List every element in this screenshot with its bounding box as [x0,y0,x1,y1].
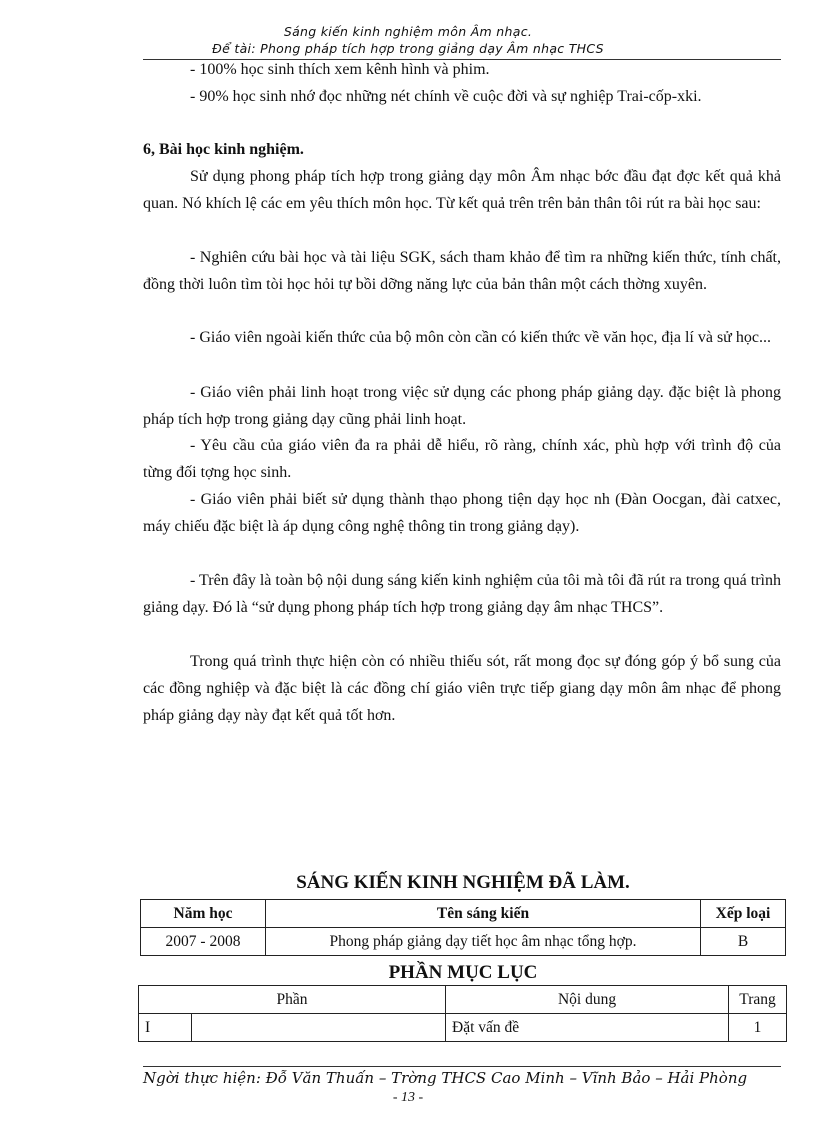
paragraph: - Nghiên cứu bài học và tài liệu SGK, sách tham khảo để tìm ra những kiến thức, tính chất, đồng thời luôn tìm tòi học hỏi tự bồi dỡng năng lực của bản thân một cách thờng xuyên. [143,249,781,293]
header-title: Sáng kiến kinh nghiệm môn Âm nhạc. [283,24,533,39]
paragraph: Trong quá trình thực hiện còn có nhiều thiếu sót, rất mong đọc sự đóng góp ý bổ sung của các đồng nghiệp và đặc biệt là các đồng chí giáo viên trực tiếp giang dạy môn âm nhạc để phong pháp giảng dạy này đạt kết quả tốt hơn. [143,653,781,724]
footer-rule [143,1066,781,1067]
col-header-xep-loai: Xếp loại [701,900,786,928]
col-header-trang: Trang [729,986,787,1014]
paragraph: - Giáo viên ngoài kiến thức của bộ môn còn cần có kiến thức về văn học, địa lí và sử học... [190,329,771,346]
cell-trang: 1 [729,1014,787,1042]
toc-table [138,985,787,1042]
cell-ten-sang-kien: Phong pháp giảng dạy tiết học âm nhạc tổng hợp. [266,928,701,956]
paragraph: - Giáo viên phải linh hoạt trong việc sử dụng các phong pháp giảng dạy. đặc biệt là phong pháp tích hợp trong giảng dạy cũng phải linh hoạt. [143,384,781,428]
cell-nam-hoc: 2007 - 2008 [141,928,266,956]
page-number: - 13 - [392,1090,424,1105]
cell-phan-number: I [139,1014,192,1042]
paragraph: - Trên đây là toàn bộ nội dung sáng kiến kinh nghiệm của tôi mà tôi đã rút ra trong quá trình giảng dạy. Đó là “sử dụng phong pháp tích hợp trong giảng dạy âm nhạc THCS”. [143,572,781,616]
paragraph: - 100% học sinh thích xem kênh hình và phim. [190,61,490,78]
col-header-ten-sang-kien: Tên sáng kiến [266,900,701,928]
skkn-table [140,899,786,956]
col-header-phan: Phần [139,986,446,1014]
skkn-title: SÁNG KIẾN KINH NGHIỆM ĐÃ LÀM. [296,872,630,893]
toc-title: PHẦN MỤC LỤC [388,962,538,983]
cell-xep-loai: B [701,928,786,956]
section-heading: 6, Bài học kinh nghiệm. [143,141,304,158]
footer-author: Ngời thực hiện: Đỗ Văn Thuấn – Trờng THCS Cao Minh – Vĩnh Bảo – Hải Phòng [143,1069,748,1087]
col-header-noi-dung: Nội dung [446,986,729,1014]
col-header-nam-hoc: Năm học [141,900,266,928]
paragraph: - Yêu cầu của giáo viên đa ra phải dễ hiểu, rõ ràng, chính xác, phù hợp với trình độ của từng đối tợng học sinh. [143,437,781,481]
paragraph: Sử dụng phong pháp tích hợp trong giảng dạy môn Âm nhạc bớc đầu đạt đợc kết quả khả quan. Nó khích lệ các em yêu thích môn học. Từ kết quả trên trên bản thân tôi rút ra bài học sau: [143,168,781,212]
paragraph: - Giáo viên phải biết sử dụng thành thạo phong tiện dạy học nh (Đàn Oocgan, đài catxec, máy chiếu đặc biệt là áp dụng công nghệ thông tin trong giảng dạy). [143,491,781,535]
table-row [141,928,786,956]
table-row [139,1014,787,1042]
paragraph: - 90% học sinh nhớ đọc những nét chính về cuộc đời và sự nghiệp Trai-cốp-xki. [190,88,702,105]
header-subtitle: Để tài: Phong pháp tích hợp trong giảng dạy Âm nhạc THCS [212,41,604,56]
cell-noi-dung: Đặt vấn đề [446,1014,729,1042]
cell-phan-title [192,1014,446,1042]
